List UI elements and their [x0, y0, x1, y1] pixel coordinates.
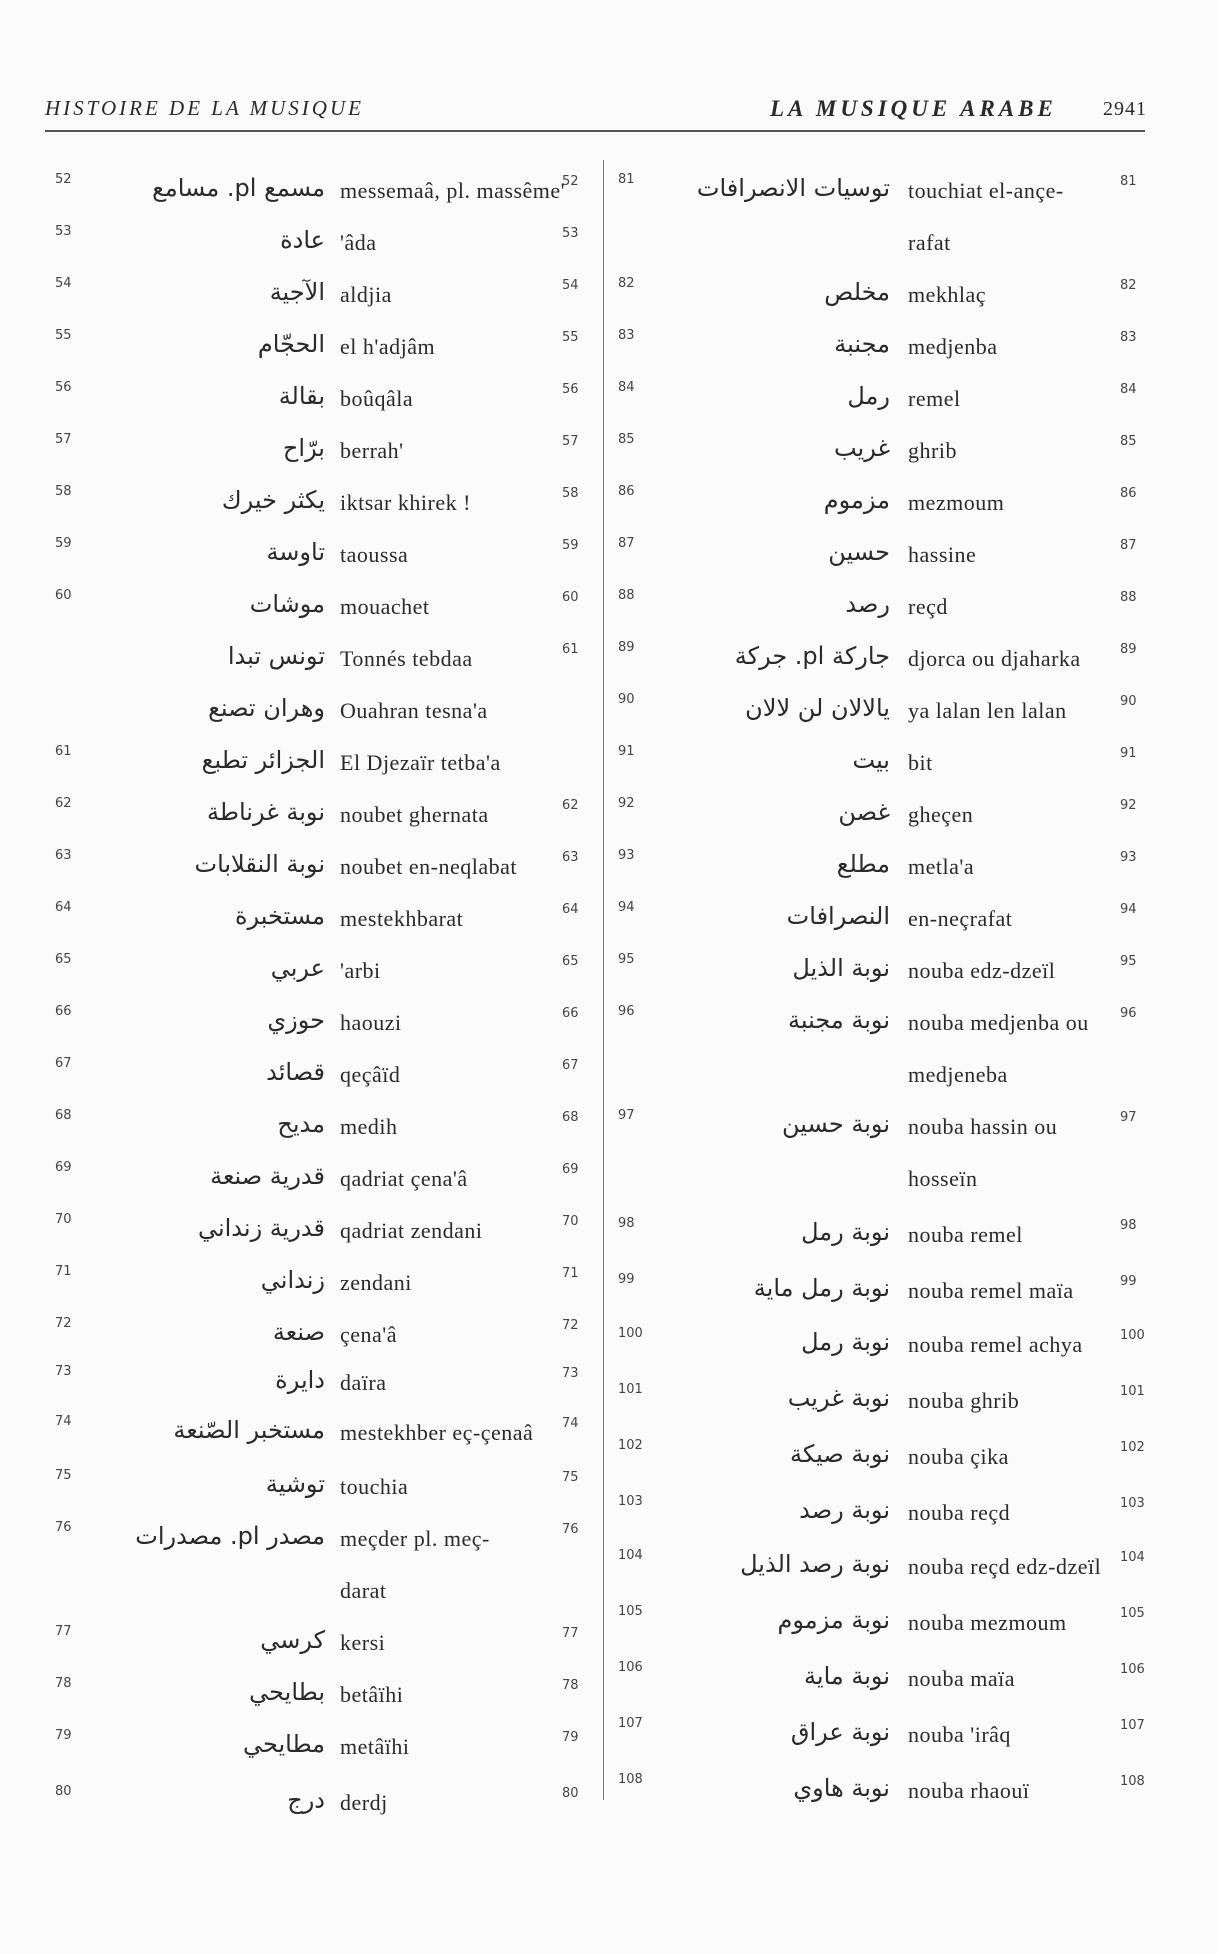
arabic-term: الجزائر تطبع	[201, 746, 325, 774]
right-entry	[0, 690, 1217, 742]
arabic-term: عادة	[280, 226, 325, 254]
arabic-term: نوبة الذيل	[792, 954, 890, 982]
line-number-left: 61	[55, 744, 72, 759]
line-number-right: 74	[562, 1416, 579, 1431]
line-number-right: 67	[562, 1058, 579, 1073]
transliteration: bit	[908, 750, 933, 775]
transliteration: nouba çika	[908, 1444, 1009, 1469]
transliteration: rafat	[908, 230, 951, 255]
right-entry	[0, 898, 1217, 950]
line-number-left: 91	[618, 744, 635, 759]
arabic-term: يالالان لن لالان	[745, 694, 890, 722]
arabic-term: مسمع pl. مسامع	[152, 174, 325, 202]
transliteration: nouba remel maïa	[908, 1278, 1074, 1303]
arabic-term: نوبة حسين	[781, 1110, 890, 1138]
transliteration: aldjia	[340, 282, 392, 307]
line-number-right: 88	[1120, 590, 1137, 605]
arabic-term: برّاح	[282, 434, 325, 462]
line-number-right: 69	[562, 1162, 579, 1177]
transliteration: 'âda	[340, 230, 377, 255]
line-number-left: 73	[55, 1364, 72, 1379]
arabic-term: نوبة رمل	[801, 1218, 890, 1246]
line-number-left: 79	[55, 1728, 72, 1743]
line-number-right: 95	[1120, 954, 1137, 969]
line-number-left: 98	[618, 1216, 635, 1231]
right-entry	[0, 1714, 1217, 1766]
arabic-term: مديح	[277, 1110, 325, 1138]
arabic-term: نوبة رمل ماية	[753, 1274, 890, 1302]
line-number-left: 55	[55, 328, 72, 343]
arabic-term: نوبة مجنبة	[788, 1006, 890, 1034]
transliteration: touchia	[340, 1474, 409, 1499]
line-number-left: 101	[618, 1382, 643, 1397]
line-number-left: 99	[618, 1272, 635, 1287]
line-number-right: 61	[562, 642, 579, 657]
line-number-left: 77	[55, 1624, 72, 1639]
line-number-left: 65	[55, 952, 72, 967]
arabic-term: كرسي	[260, 1626, 325, 1654]
arabic-term: حسين	[828, 538, 890, 566]
transliteration: mekhlaç	[908, 282, 987, 307]
line-number-left: 97	[618, 1108, 635, 1123]
arabic-term: نوبة عراق	[790, 1718, 890, 1746]
arabic-term: نوبة النقلابات	[194, 850, 325, 878]
transliteration: mestekhber eç-çenaâ	[340, 1420, 534, 1445]
arabic-term: جاركة pl. جركة	[734, 642, 890, 670]
line-number-left: 68	[55, 1108, 72, 1123]
transliteration: 'arbi	[340, 958, 381, 983]
arabic-term: مزموم	[823, 486, 890, 514]
line-number-right: 83	[1120, 330, 1137, 345]
line-number-right: 57	[562, 434, 579, 449]
arabic-term: زنداني	[260, 1266, 325, 1294]
right-entry	[0, 1158, 1217, 1210]
transliteration: boûqâla	[340, 386, 414, 411]
line-number-right: 87	[1120, 538, 1137, 553]
arabic-term: نوبة هاوي	[793, 1774, 890, 1802]
right-entry	[0, 1324, 1217, 1376]
line-number-left: 71	[55, 1264, 72, 1279]
line-number-right: 64	[562, 902, 579, 917]
line-number-left: 62	[55, 796, 72, 811]
right-entry	[0, 482, 1217, 534]
transliteration: medjeneba	[908, 1062, 1008, 1087]
right-entry	[0, 1106, 1217, 1158]
right-entry	[0, 846, 1217, 898]
transliteration: ya lalan len lalan	[908, 698, 1067, 723]
transliteration: nouba 'irâq	[908, 1722, 1011, 1747]
transliteration: nouba edz-dzeïl	[908, 958, 1056, 983]
arabic-term: قدرية زنداني	[197, 1214, 325, 1242]
transliteration: medih	[340, 1114, 398, 1139]
arabic-term: نوبة رصد الذيل	[740, 1550, 890, 1578]
transliteration: messemaâ, pl. massême'	[340, 178, 566, 203]
transliteration: çena'â	[340, 1322, 398, 1347]
line-number-left: 103	[618, 1494, 643, 1509]
line-number-right: 66	[562, 1006, 579, 1021]
right-entry	[0, 950, 1217, 1002]
transliteration: noubet en-neqlabat	[340, 854, 517, 879]
line-number-right: 97	[1120, 1110, 1137, 1125]
transliteration: qadriat çena'â	[340, 1166, 468, 1191]
line-number-right: 108	[1120, 1774, 1145, 1789]
line-number-left: 108	[618, 1772, 643, 1787]
line-number-left: 63	[55, 848, 72, 863]
arabic-term: بطايحي	[249, 1678, 325, 1706]
line-number-left: 107	[618, 1716, 643, 1731]
arabic-term: وهران تصنع	[208, 694, 325, 722]
transliteration: betâïhi	[340, 1682, 404, 1707]
right-entry	[0, 1214, 1217, 1266]
line-number-right: 71	[562, 1266, 579, 1281]
transliteration: qeçâïd	[340, 1062, 401, 1087]
line-number-left: 75	[55, 1468, 72, 1483]
line-number-right: 59	[562, 538, 579, 553]
line-number-left: 88	[618, 588, 635, 603]
transliteration: qadriat zendani	[340, 1218, 483, 1243]
right-entry	[0, 1436, 1217, 1488]
line-number-left: 54	[55, 276, 72, 291]
line-number-right: 105	[1120, 1606, 1145, 1621]
line-number-right: 68	[562, 1110, 579, 1125]
arabic-term: مطايحي	[242, 1730, 325, 1758]
line-number-left: 85	[618, 432, 635, 447]
arabic-term: مخلص	[824, 278, 890, 306]
transliteration: Ouahran tesna'a	[340, 698, 488, 723]
arabic-term: مجنبة	[834, 330, 890, 358]
transliteration: haouzi	[340, 1010, 402, 1035]
line-number-right: 85	[1120, 434, 1137, 449]
line-number-left: 106	[618, 1660, 643, 1675]
line-number-right: 93	[1120, 850, 1137, 865]
right-entry	[0, 1492, 1217, 1544]
transliteration: berrah'	[340, 438, 404, 463]
arabic-term: صنعة	[272, 1318, 325, 1346]
line-number-right: 96	[1120, 1006, 1137, 1021]
arabic-term: يكثر خيرك	[221, 486, 325, 514]
line-number-right: 62	[562, 798, 579, 813]
line-number-right: 102	[1120, 1440, 1145, 1455]
line-number-right: 56	[562, 382, 579, 397]
transliteration: darat	[340, 1578, 387, 1603]
line-number-right: 91	[1120, 746, 1137, 761]
line-number-right: 89	[1120, 642, 1137, 657]
right-entry	[0, 1658, 1217, 1710]
right-entry	[0, 742, 1217, 794]
line-number-left: 59	[55, 536, 72, 551]
line-number-left: 67	[55, 1056, 72, 1071]
line-number-left: 66	[55, 1004, 72, 1019]
arabic-term: مستخبر الصّنعة	[173, 1416, 325, 1444]
line-number-right: 63	[562, 850, 579, 865]
transliteration: Tonnés tebdaa	[340, 646, 473, 671]
transliteration: gheçen	[908, 802, 974, 827]
transliteration: mestekhbarat	[340, 906, 464, 931]
line-number-left: 84	[618, 380, 635, 395]
transliteration: nouba medjenba ou	[908, 1010, 1089, 1035]
line-number-right: 76	[562, 1522, 579, 1537]
transliteration: nouba mezmoum	[908, 1610, 1067, 1635]
transliteration: metla'a	[908, 854, 975, 879]
arabic-term: توسيات الانصرافات	[696, 174, 890, 202]
transliteration: kersi	[340, 1630, 386, 1655]
line-number-left: 87	[618, 536, 635, 551]
line-number-left: 92	[618, 796, 635, 811]
transliteration: El Djezaïr tetba'a	[340, 750, 501, 775]
arabic-term: موشات	[249, 590, 325, 618]
line-number-right: 73	[562, 1366, 579, 1381]
right-entry	[0, 1054, 1217, 1106]
right-entry	[0, 1546, 1217, 1598]
line-number-left: 76	[55, 1520, 72, 1535]
line-number-right: 58	[562, 486, 579, 501]
transliteration: hosseïn	[908, 1166, 978, 1191]
arabic-term: رمل	[847, 382, 890, 410]
transliteration: medjenba	[908, 334, 998, 359]
line-number-right: 90	[1120, 694, 1137, 709]
transliteration: daïra	[340, 1370, 387, 1395]
transliteration: zendani	[340, 1270, 412, 1295]
right-entry	[0, 638, 1217, 690]
transliteration: hassine	[908, 542, 977, 567]
arabic-term: نوبة رصد	[799, 1496, 890, 1524]
line-number-right: 101	[1120, 1384, 1145, 1399]
line-number-right: 104	[1120, 1550, 1145, 1565]
line-number-right: 106	[1120, 1662, 1145, 1677]
transliteration: nouba maïa	[908, 1666, 1016, 1691]
line-number-right: 92	[1120, 798, 1137, 813]
transliteration: nouba remel achya	[908, 1332, 1083, 1357]
line-number-left: 104	[618, 1548, 643, 1563]
right-entry	[0, 586, 1217, 638]
arabic-term: مستخبرة	[234, 902, 325, 930]
line-number-right: 75	[562, 1470, 579, 1485]
line-number-left: 56	[55, 380, 72, 395]
line-number-left: 81	[618, 172, 635, 187]
right-entry	[0, 794, 1217, 846]
line-number-right: 99	[1120, 1274, 1137, 1289]
line-number-left: 64	[55, 900, 72, 915]
right-entry	[0, 1270, 1217, 1322]
arabic-term: حوزي	[267, 1006, 325, 1034]
arabic-term: نوبة مزموم	[777, 1606, 890, 1634]
line-number-left: 102	[618, 1438, 643, 1453]
transliteration: noubet ghernata	[340, 802, 489, 827]
arabic-term: نوبة غرناطة	[206, 798, 325, 826]
transliteration: en-neçrafat	[908, 906, 1013, 931]
line-number-left: 60	[55, 588, 72, 603]
arabic-term: قدرية صنعة	[210, 1162, 325, 1190]
right-entry	[0, 430, 1217, 482]
line-number-left: 82	[618, 276, 635, 291]
header-rule	[45, 130, 1145, 132]
line-number-right: 100	[1120, 1328, 1145, 1343]
arabic-term: النصرافات	[786, 902, 890, 930]
right-entry	[0, 1380, 1217, 1432]
transliteration: reçd	[908, 594, 948, 619]
arabic-term: بقالة	[278, 382, 325, 410]
arabic-term: مطلع	[836, 850, 890, 878]
arabic-term: غصن	[838, 798, 890, 826]
line-number-left: 96	[618, 1004, 635, 1019]
arabic-term: الآجية	[269, 278, 325, 306]
transliteration: meçder pl. meç-	[340, 1526, 490, 1551]
line-number-left: 83	[618, 328, 635, 343]
transliteration: el h'adjâm	[340, 334, 436, 359]
line-number-left: 94	[618, 900, 635, 915]
line-number-right: 65	[562, 954, 579, 969]
page-number: 2941	[1103, 98, 1147, 120]
line-number-right: 84	[1120, 382, 1137, 397]
transliteration: nouba ghrib	[908, 1388, 1020, 1413]
transliteration: remel	[908, 386, 961, 411]
line-number-left: 53	[55, 224, 72, 239]
arabic-term: بيت	[852, 746, 890, 774]
arabic-term: الحجّام	[257, 330, 325, 358]
transliteration: iktsar khirek !	[340, 490, 471, 515]
line-number-right: 60	[562, 590, 579, 605]
line-number-right: 77	[562, 1626, 579, 1641]
transliteration: nouba remel	[908, 1222, 1023, 1247]
line-number-left: 70	[55, 1212, 72, 1227]
line-number-right: 86	[1120, 486, 1137, 501]
header-right-title: LA MUSIQUE ARABE	[770, 96, 1057, 121]
line-number-right: 98	[1120, 1218, 1137, 1233]
transliteration: nouba hassin ou	[908, 1114, 1058, 1139]
right-entry	[0, 326, 1217, 378]
line-number-right: 53	[562, 226, 579, 241]
arabic-term: توشية	[265, 1470, 325, 1498]
arabic-term: رصد	[845, 590, 890, 618]
line-number-left: 74	[55, 1414, 72, 1429]
line-number-right: 80	[562, 1786, 579, 1801]
right-entry	[0, 274, 1217, 326]
line-number-right: 81	[1120, 174, 1137, 189]
line-number-right: 72	[562, 1318, 579, 1333]
transliteration: mouachet	[340, 594, 430, 619]
line-number-right: 54	[562, 278, 579, 293]
transliteration: nouba rhaouï	[908, 1778, 1030, 1803]
line-number-left: 80	[55, 1784, 72, 1799]
right-entry	[0, 1770, 1217, 1822]
line-number-right: 103	[1120, 1496, 1145, 1511]
line-number-left: 100	[618, 1326, 643, 1341]
line-number-right: 107	[1120, 1718, 1145, 1733]
line-number-left: 89	[618, 640, 635, 655]
line-number-left: 95	[618, 952, 635, 967]
transliteration: ghrib	[908, 438, 957, 463]
arabic-term: تاوسة	[266, 538, 325, 566]
line-number-right: 94	[1120, 902, 1137, 917]
right-entry	[0, 378, 1217, 430]
line-number-right: 55	[562, 330, 579, 345]
transliteration: mezmoum	[908, 490, 1005, 515]
arabic-term: نوبة ماية	[804, 1662, 890, 1690]
transliteration: metâïhi	[340, 1734, 410, 1759]
line-number-right: 82	[1120, 278, 1137, 293]
line-number-left: 105	[618, 1604, 643, 1619]
line-number-right: 79	[562, 1730, 579, 1745]
right-entry	[0, 1002, 1217, 1054]
transliteration: nouba reçd	[908, 1500, 1011, 1525]
transliteration: djorca ou djaharka	[908, 646, 1081, 671]
arabic-term: دايرة	[275, 1366, 325, 1394]
arabic-term: قصائد	[266, 1058, 325, 1086]
transliteration: taoussa	[340, 542, 409, 567]
header-left-title: HISTOIRE DE LA MUSIQUE	[45, 96, 364, 120]
arabic-term: تونس تبدا	[227, 642, 325, 670]
right-entry	[0, 534, 1217, 586]
line-number-left: 93	[618, 848, 635, 863]
line-number-left: 86	[618, 484, 635, 499]
arabic-term: عربي	[270, 954, 325, 982]
arabic-term: نوبة رمل	[801, 1328, 890, 1356]
arabic-term: نوبة غريب	[787, 1384, 890, 1412]
line-number-left: 90	[618, 692, 635, 707]
transliteration: touchiat el-ançe-	[908, 178, 1064, 203]
right-entry	[0, 170, 1217, 222]
transliteration: nouba reçd edz-dzeïl	[908, 1554, 1102, 1579]
line-number-left: 58	[55, 484, 72, 499]
arabic-term: درج	[287, 1786, 325, 1814]
line-number-left: 78	[55, 1676, 72, 1691]
line-number-left: 52	[55, 172, 72, 187]
right-entry	[0, 222, 1217, 274]
line-number-right: 78	[562, 1678, 579, 1693]
arabic-term: غريب	[833, 434, 890, 462]
transliteration: derdj	[340, 1790, 388, 1815]
right-entry	[0, 1602, 1217, 1654]
line-number-right: 52	[562, 174, 579, 189]
line-number-left: 69	[55, 1160, 72, 1175]
line-number-left: 57	[55, 432, 72, 447]
arabic-term: نوبة صيكة	[790, 1440, 890, 1468]
arabic-term: مصدر pl. مصدرات	[135, 1522, 325, 1550]
line-number-left: 72	[55, 1316, 72, 1331]
line-number-right: 70	[562, 1214, 579, 1229]
